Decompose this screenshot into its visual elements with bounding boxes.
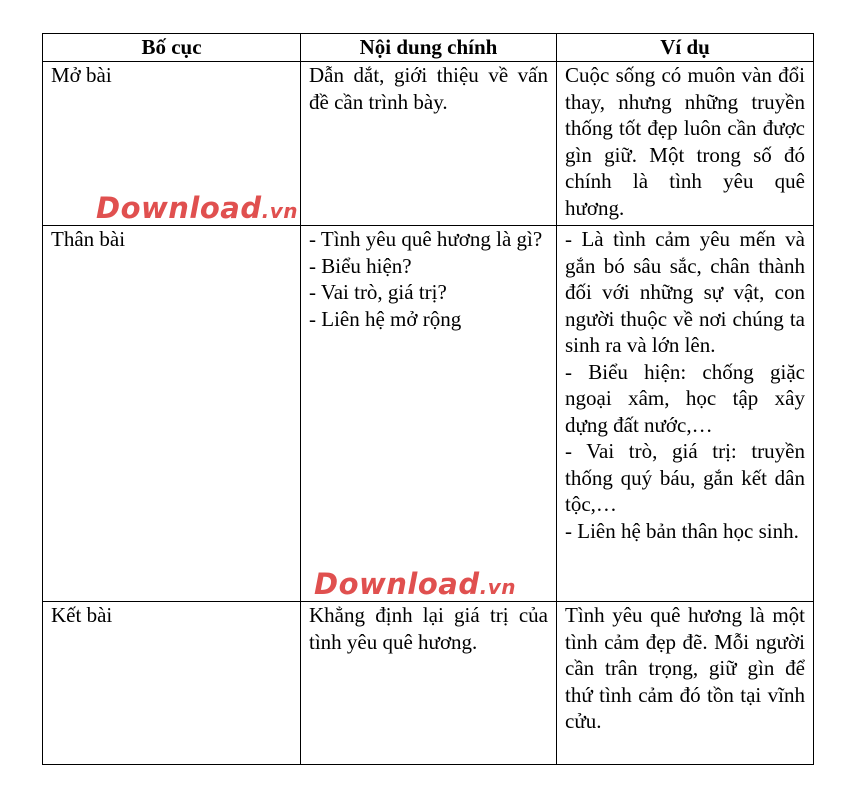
watermark-name: Download xyxy=(96,191,262,225)
header-row xyxy=(43,34,814,62)
section-cell xyxy=(43,226,301,602)
section-label: Mở bài xyxy=(51,63,112,87)
watermark-name: Download xyxy=(314,567,480,601)
content-line: - Vai trò, giá trị? xyxy=(309,280,447,304)
example-line: Cuộc sống có muôn vàn đổi thay, nhưng những truyền thống tốt đẹp luôn cần được gìn giữ. Một trong số đó chính là tình yêu quê hương. xyxy=(565,63,805,220)
outline-table xyxy=(42,33,814,765)
example-cell xyxy=(557,226,814,602)
content-line: - Tình yêu quê hương là gì? xyxy=(309,227,543,251)
watermark-tld: .vn xyxy=(479,575,516,599)
content-line: - Liên hệ mở rộng xyxy=(309,306,462,331)
section-label: Thân bài xyxy=(51,227,126,251)
section-label: Kết bài xyxy=(51,603,113,627)
header-cell-content: Nội dung chính xyxy=(301,34,557,62)
content-cell xyxy=(301,602,557,765)
table-row xyxy=(43,602,814,765)
content-cell xyxy=(301,62,557,226)
content-line: Khẳng định lại giá trị của tình yêu quê hương. xyxy=(309,603,548,654)
example-line: - Liên hệ bản thân học sinh. xyxy=(565,518,799,543)
header-cell-section: Bố cục xyxy=(43,34,301,62)
example-cell xyxy=(557,602,814,765)
example-line: - Biểu hiện: chống giặc ngoại xâm, học tập xây dựng đất nước,… xyxy=(565,359,805,437)
example-cell xyxy=(557,62,814,226)
header-cell-example: Ví dụ xyxy=(557,34,814,62)
content-line: Dẫn dắt, giới thiệu về vấn đề cần trình bày. xyxy=(309,63,548,114)
content-cell xyxy=(301,226,557,602)
example-line: Tình yêu quê hương là một tình cảm đẹp đẽ. Mỗi người cần trân trọng, giữ gìn để thứ tình cảm đó tồn tại vĩnh cửu. xyxy=(565,603,805,733)
watermark-logo xyxy=(96,191,298,225)
section-cell xyxy=(43,602,301,765)
table-row xyxy=(43,226,814,602)
content-line: - Biểu hiện? xyxy=(309,253,412,278)
example-line: - Vai trò, giá trị: truyền thống quý báu, gắn kết dân tộc,… xyxy=(565,439,805,516)
watermark-logo xyxy=(314,567,516,601)
watermark-tld: .vn xyxy=(261,199,298,223)
example-line: - Là tình cảm yêu mến và gắn bó sâu sắc, chân thành đối với những sự vật, con người thuộc về nơi chúng ta sinh ra và lớn lên. xyxy=(565,227,805,357)
